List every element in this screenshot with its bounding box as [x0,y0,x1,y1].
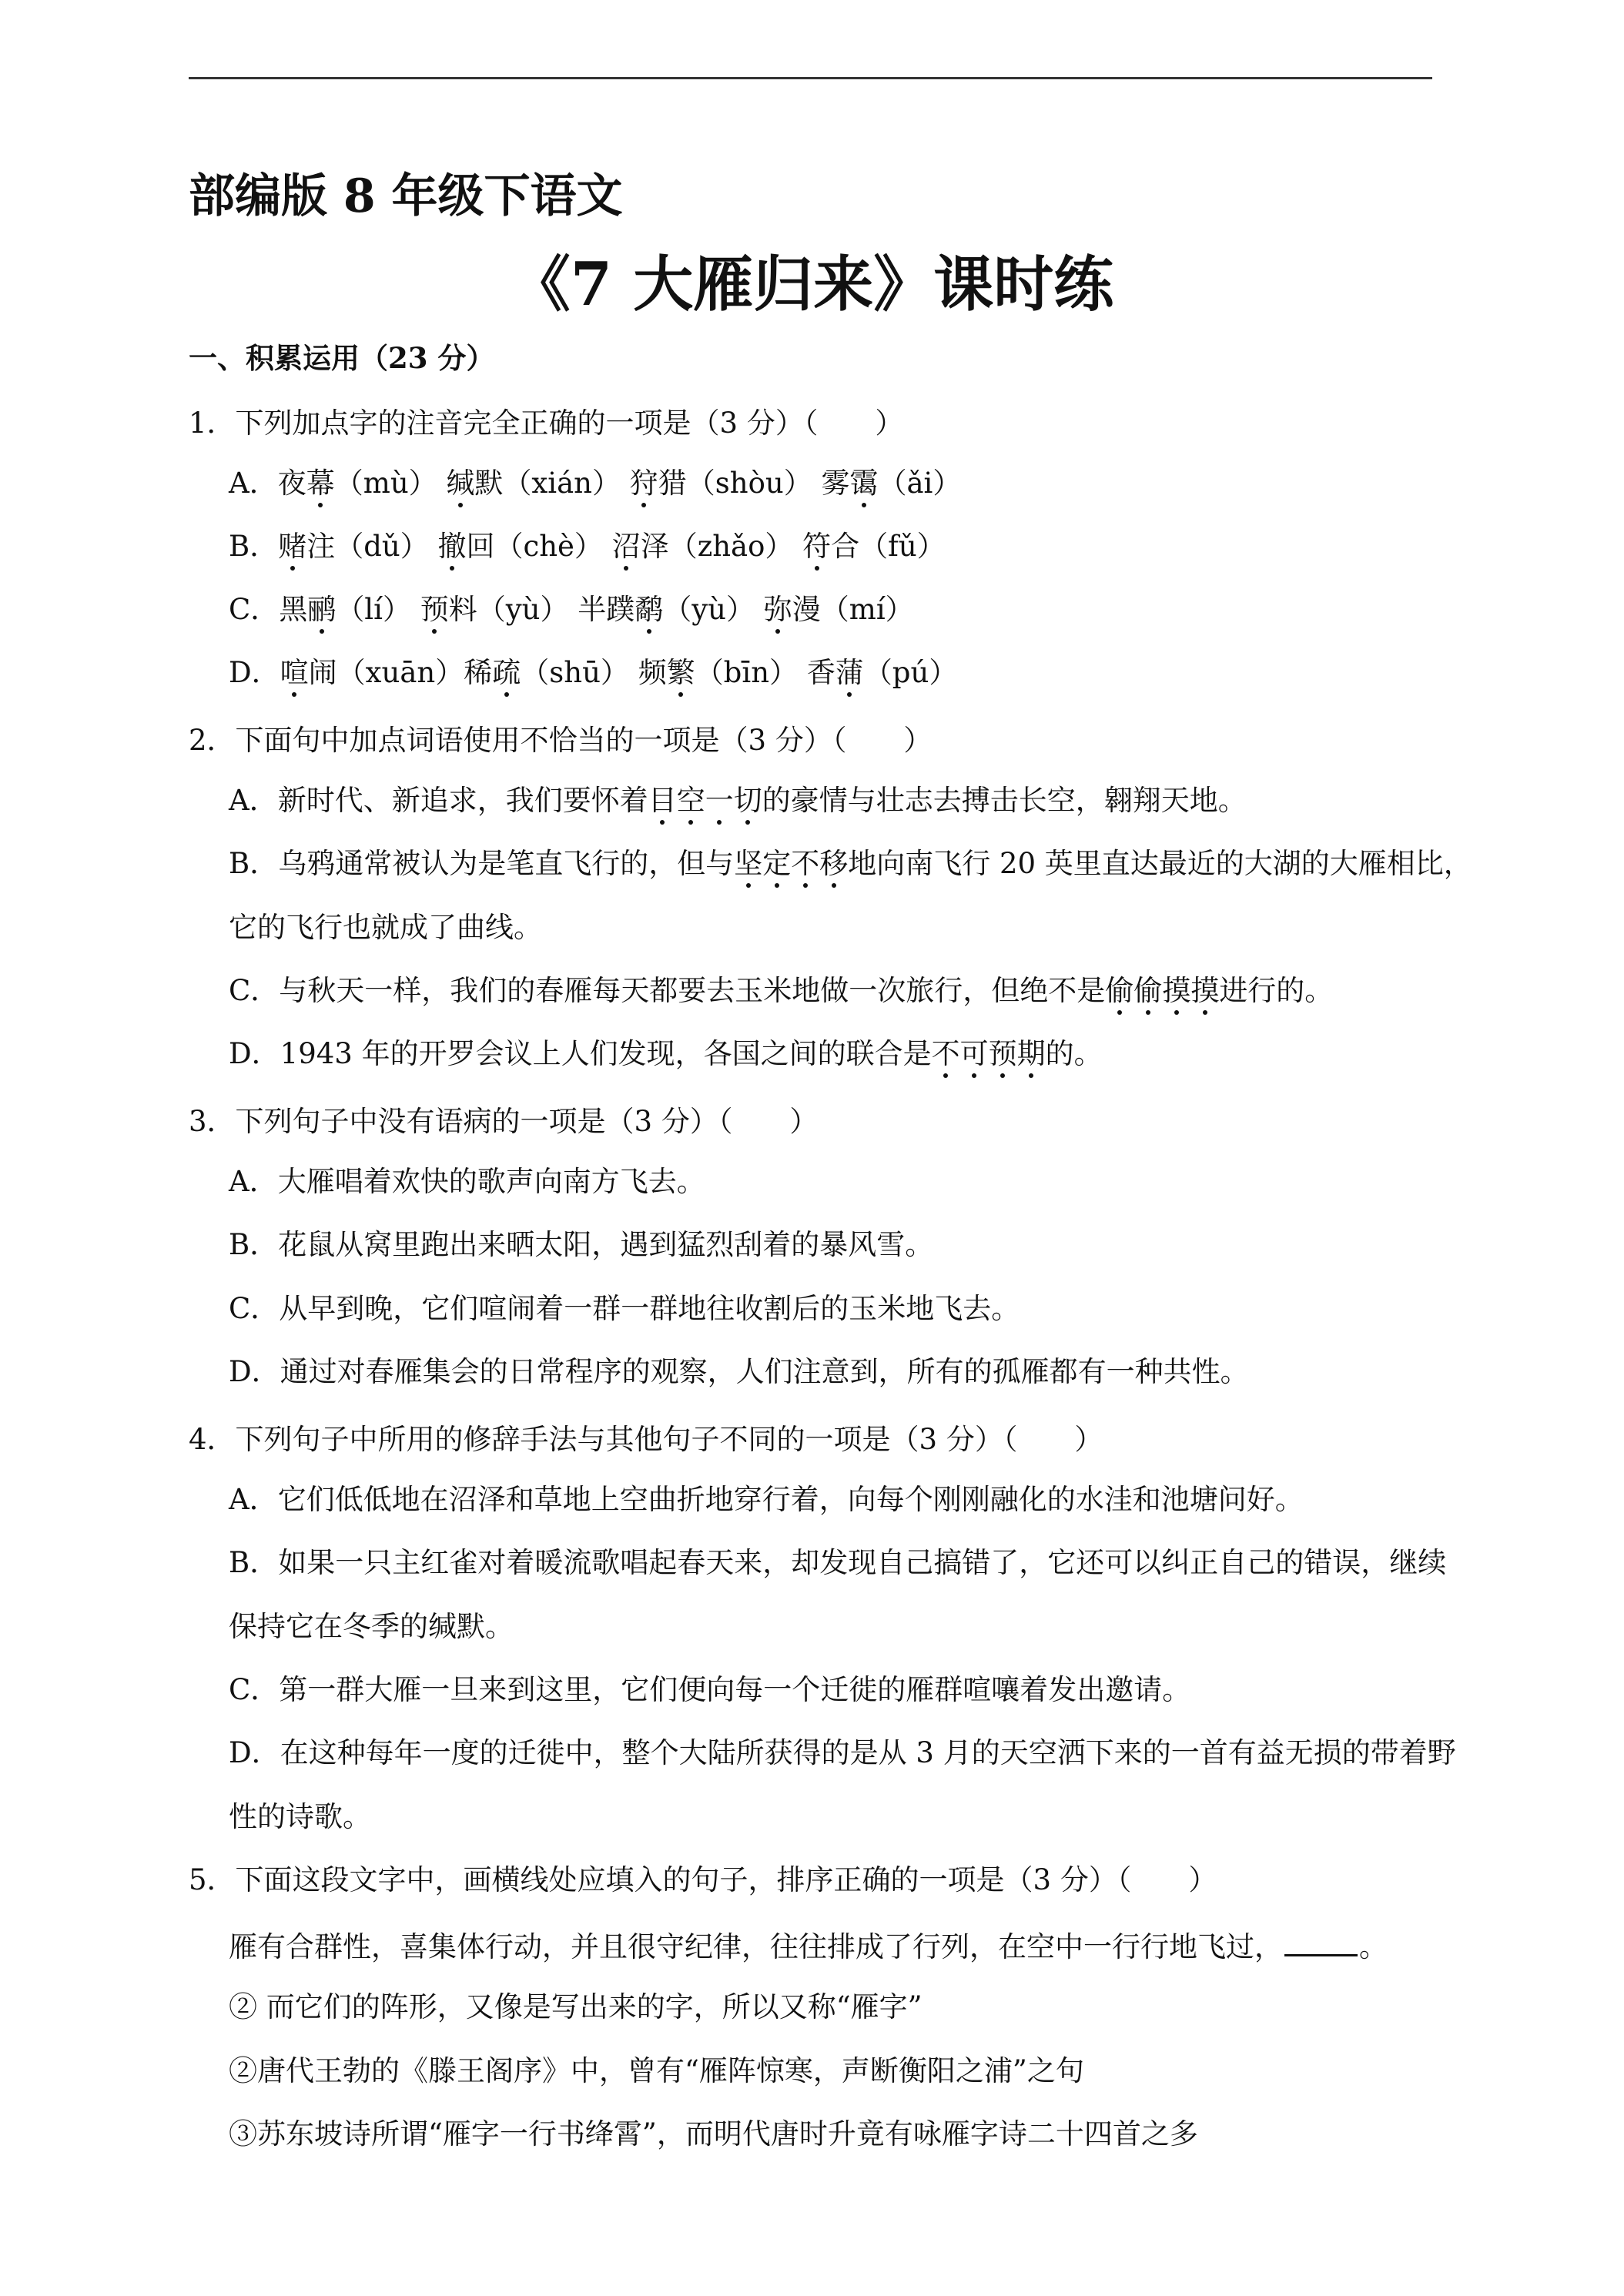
question-1-stem: 1．下列加点字的注音完全正确的一项是（3 分）（ ） [189,407,904,440]
question-4-option-d: D．在这种每年一度的迁徙中，整个大陆所获得的是从 3 月的天空洒下来的一首有益无损的带着野 [229,1736,1456,1769]
dotted-char: 蒲 [835,654,864,692]
subject-heading: 部编版 8 年级下语文 [189,169,623,223]
dotted-char: 偷 [1133,972,1162,1010]
dotted-char: 可 [960,1035,989,1073]
question-4-option-a: A．它们低低地在沼泽和草地上空曲折地穿行着，向每个刚刚融化的水洼和池塘问好。 [229,1483,1304,1516]
question-2-option-a: A．新时代、新追求，我们要怀着目空一切的豪情与壮志去搏击长空，翱翔天地。 [229,782,1247,820]
dotted-char: 目 [648,782,677,820]
question-2-option-c: C．与秋天一样，我们的春雁每天都要去玉米地做一次旅行，但绝不是偷偷摸摸进行的。 [229,972,1333,1010]
dotted-char: 鹂 [307,591,336,629]
dotted-char: 幕 [306,464,335,503]
question-1-option-d: D．喧闹（xuān）稀疏（shū） 频繁（bīn） 香蒲（pú） [229,654,957,692]
dotted-char: 一 [705,782,734,820]
question-3-option-c: C．从早到晚，它们喧闹着一群一群地往收割后的玉米地飞去。 [229,1292,1020,1325]
question-1-option-a-text: A．夜幕（mù） 缄默（xián） 狩猎（shòu） 雾霭（ǎi） [229,464,961,503]
header-rule [189,77,1432,79]
dotted-char: 不 [791,845,819,883]
lesson-title: 《7 大雁归来》课时练 [510,249,1114,320]
question-5-item-2: ②唐代王勃的《滕王阁序》中，曾有“雁阵惊寒，声断衡阳之浦”之句 [229,2054,1084,2087]
section-heading: 一、积累运用（23 分） [189,341,495,375]
question-4-option-b-cont: 保持它在冬季的缄默。 [229,1610,514,1643]
dotted-char: 撤 [437,527,466,566]
question-2-option-b: B．乌鸦通常被认为是笔直飞行的，但与坚定不移地向南飞行 20 英里直达最近的大湖的大雁相比， [229,845,1472,883]
question-4-option-b: B．如果一只主红雀对着暖流歌唱起春天来，却发现自己搞错了，它还可以纠正自己的错误，继续 [229,1546,1447,1579]
dotted-char: 空 [677,782,705,820]
dotted-char: 喧 [280,654,309,692]
question-2-option-d: D．1943 年的开罗会议上人们发现，各国之间的联合是不可预期的。 [229,1035,1103,1073]
fill-blank [1284,1925,1358,1956]
dotted-char: 疏 [492,654,521,692]
question-5-item-1: ② 而它们的阵形，又像是写出来的字，所以又称“雁字” [229,1990,922,2023]
dotted-char: 移 [819,845,848,883]
dotted-char: 定 [762,845,791,883]
question-3-option-a: A．大雁唱着欢快的歌声向南方飞去。 [229,1165,705,1198]
question-2-stem: 2．下面句中加点词语使用不恰当的一项是（3 分）（ ） [189,724,933,757]
question-1-option-b: B．赌注（dǔ） 撤回（chè） 沼泽（zhǎo） 符合（fǔ） [229,527,946,566]
dotted-char: 预 [989,1035,1017,1073]
dotted-char: 繁 [667,654,695,692]
dotted-char: 摸 [1162,972,1190,1010]
question-4-option-c: C．第一群大雁一旦来到这里，它们便向每一个迁徙的雁群喧嚷着发出邀请。 [229,1673,1191,1706]
question-5-item-3: ③苏东坡诗所谓“雁字一行书绛霄”，而明代唐时升竟有咏雁字诗二十四首之多 [229,2117,1198,2150]
question-3-stem: 3．下列句子中没有语病的一项是（3 分）（ ） [189,1105,819,1138]
dotted-char: 狩 [630,464,658,503]
question-3-option-d: D．通过对春雁集会的日常程序的观察，人们注意到，所有的孤雁都有一种共性。 [229,1355,1249,1388]
dotted-char: 摸 [1190,972,1219,1010]
dotted-char: 符 [802,527,831,566]
dotted-char: 缄 [446,464,474,503]
question-1-option-c: C．黑鹂（lí） 预料（yù） 半蹼鹬（yù） 弥漫（mí） [229,591,914,629]
dotted-char: 偷 [1105,972,1133,1010]
dotted-char: 不 [932,1035,960,1073]
dotted-char: 坚 [734,845,762,883]
question-4-option-d-cont: 性的诗歌。 [229,1800,371,1833]
dotted-char: 沼 [612,527,641,566]
dotted-char: 预 [420,591,449,629]
question-4-stem: 4．下列句子中所用的修辞手法与其他句子不同的一项是（3 分）（ ） [189,1423,1103,1456]
dotted-char: 切 [734,782,762,820]
question-5-passage: 雁有合群性，喜集体行动，并且很守纪律，往往排成了行列，在空中一行行地飞过， 。 [229,1925,1388,1966]
dotted-char: 弥 [764,591,792,629]
dotted-char: 霭 [849,464,878,503]
dotted-char: 鹬 [635,591,663,629]
question-3-option-b: B．花鼠从窝里跑出来晒太阳，遇到猛烈刮着的暴风雪。 [229,1228,934,1261]
dotted-char: 期 [1017,1035,1046,1073]
question-2-option-b-cont: 它的飞行也就成了曲线。 [229,911,542,944]
dotted-char: 赌 [278,527,306,566]
question-5-stem: 5．下面这段文字中，画横线处应填入的句子，排序正确的一项是（3 分）（ ） [189,1863,1217,1896]
